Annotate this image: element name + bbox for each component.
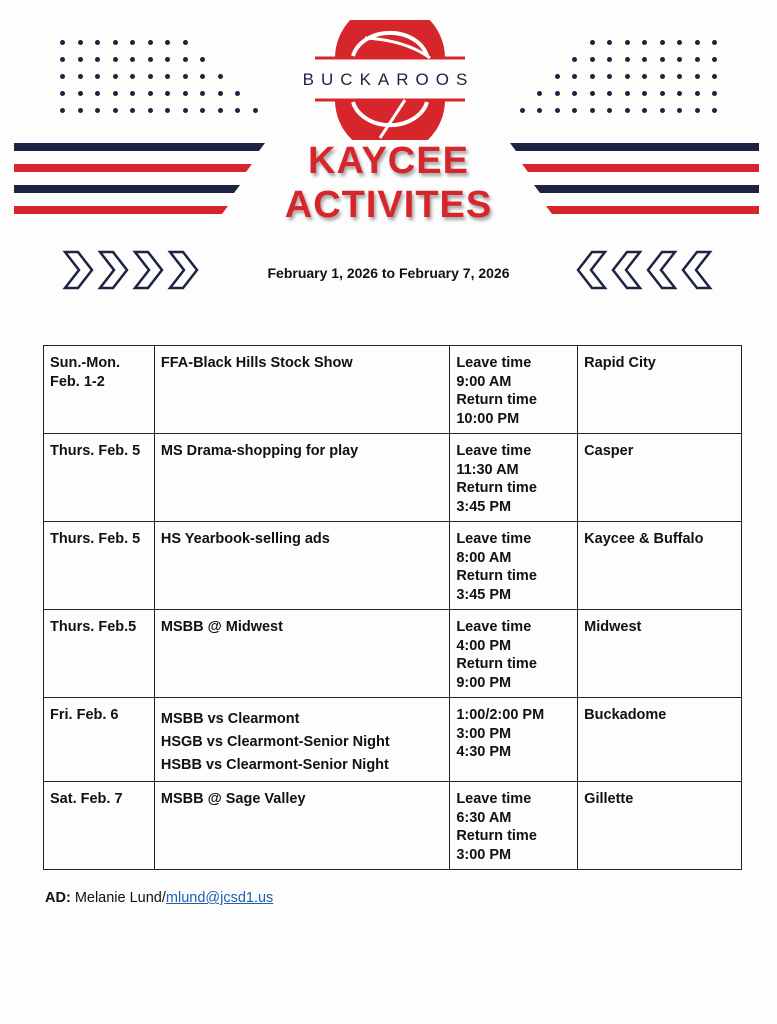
dot — [218, 108, 223, 113]
time-text: Return time — [456, 656, 537, 672]
date-text: Thurs. Feb. 5 — [50, 531, 141, 547]
dot — [130, 91, 135, 96]
time-text: Leave time — [456, 531, 532, 547]
dot — [537, 91, 542, 96]
event-text: HSGB vs Clearmont-Senior Night — [160, 734, 390, 750]
event-text: MSBB @ Midwest — [160, 619, 283, 635]
date-cell — [44, 522, 155, 610]
dot — [660, 40, 665, 45]
dot — [555, 91, 560, 96]
time-text: 1:00/2:00 PM — [456, 707, 545, 723]
dot — [60, 91, 65, 96]
dot — [625, 40, 630, 45]
event-cell — [154, 346, 449, 434]
time-cell — [450, 610, 578, 698]
dot — [642, 91, 647, 96]
dot — [218, 91, 223, 96]
event-cell — [154, 610, 449, 698]
dot — [572, 91, 577, 96]
time-text: 11:30 AM — [456, 461, 519, 478]
dot — [590, 91, 595, 96]
dot — [677, 57, 682, 62]
dot — [183, 40, 188, 45]
dot — [660, 108, 665, 113]
time-text: 10:00 PM — [456, 410, 520, 427]
dot — [660, 91, 665, 96]
event-cell — [154, 434, 449, 522]
time-cell — [450, 522, 578, 610]
dot — [625, 57, 630, 62]
title-line-2: ACTIVITES — [284, 184, 493, 226]
dot — [712, 40, 717, 45]
location-cell — [578, 610, 742, 698]
dot — [677, 40, 682, 45]
event-cell — [154, 698, 449, 782]
event-text: HS Yearbook-selling ads — [160, 531, 330, 547]
dot — [642, 57, 647, 62]
title-line-1: KAYCEE — [308, 140, 469, 182]
time-text: 6:30 AM — [456, 809, 512, 826]
dot — [607, 40, 612, 45]
time-text: 3:00 PM — [456, 846, 512, 863]
dot — [607, 108, 612, 113]
dot — [660, 57, 665, 62]
dot — [95, 108, 100, 113]
table-row — [44, 610, 742, 698]
event-text: MSBB @ Sage Valley — [160, 791, 306, 807]
date-cell — [44, 698, 155, 782]
event-cell — [154, 522, 449, 610]
event-text: MS Drama-shopping for play — [160, 443, 359, 459]
dot — [677, 108, 682, 113]
dot — [590, 108, 595, 113]
date-text: Thurs. Feb. 5 — [50, 443, 141, 459]
location-cell — [578, 698, 742, 782]
time-cell — [450, 434, 578, 522]
dot — [695, 40, 700, 45]
time-text: Return time — [456, 480, 537, 496]
time-text: Leave time — [456, 443, 532, 459]
dot — [60, 108, 65, 113]
dot — [253, 108, 258, 113]
dot — [148, 57, 153, 62]
date-text: Sat. Feb. 7 — [50, 791, 123, 807]
location-text: Casper — [584, 443, 634, 459]
location-text: Gillette — [584, 791, 634, 807]
time-text: Return time — [456, 568, 537, 584]
dot — [60, 40, 65, 45]
dot — [60, 57, 65, 62]
dot — [183, 57, 188, 62]
location-text: Kaycee & Buffalo — [584, 531, 704, 547]
ad-label: AD: — [45, 890, 71, 906]
dot — [113, 40, 118, 45]
dot — [642, 108, 647, 113]
date-cell — [44, 610, 155, 698]
time-text: Return time — [456, 392, 537, 408]
date-cell — [44, 782, 155, 870]
dot — [695, 108, 700, 113]
time-text: 9:00 PM — [456, 674, 512, 691]
time-cell — [450, 782, 578, 870]
location-cell — [578, 782, 742, 870]
ad-email-link[interactable]: mlund@jcsd1.us — [165, 890, 274, 906]
dot — [183, 108, 188, 113]
location-text: Buckadome — [584, 707, 667, 723]
table-row — [44, 698, 742, 782]
dot — [165, 40, 170, 45]
time-text: 3:00 PM — [456, 725, 512, 742]
table-row — [44, 782, 742, 870]
dot — [165, 91, 170, 96]
location-text: Rapid City — [584, 355, 656, 371]
dot — [113, 57, 118, 62]
dot — [695, 57, 700, 62]
dot — [712, 91, 717, 96]
dot — [607, 91, 612, 96]
dot — [165, 108, 170, 113]
location-cell — [578, 346, 742, 434]
dot — [78, 108, 83, 113]
dot — [200, 91, 205, 96]
dot — [572, 108, 577, 113]
date-text: Thurs. Feb.5 — [50, 619, 137, 635]
date-cell — [44, 434, 155, 522]
dot — [625, 91, 630, 96]
time-text: 3:45 PM — [456, 586, 512, 603]
event-cell — [154, 782, 449, 870]
table-row — [44, 522, 742, 610]
dot — [165, 57, 170, 62]
athletic-director-contact — [45, 890, 273, 906]
date-range: February 1, 2026 to February 7, 2026 — [267, 265, 510, 281]
location-text: Midwest — [584, 619, 642, 635]
dot — [148, 108, 153, 113]
time-text: Return time — [456, 828, 537, 844]
table-row — [44, 346, 742, 434]
time-text: Leave time — [456, 355, 532, 371]
ad-name: Melanie Lund/ — [74, 890, 166, 906]
dot — [95, 40, 100, 45]
dot — [95, 57, 100, 62]
time-cell — [450, 698, 578, 782]
dot — [183, 91, 188, 96]
event-text: MSBB vs Clearmont — [160, 711, 300, 727]
event-text: HSBB vs Clearmont-Senior Night — [160, 757, 389, 773]
dot — [642, 40, 647, 45]
dot — [200, 108, 205, 113]
location-cell — [578, 522, 742, 610]
time-text: 3:45 PM — [456, 498, 512, 515]
dot — [537, 108, 542, 113]
dot — [130, 108, 135, 113]
location-cell — [578, 434, 742, 522]
dot — [148, 91, 153, 96]
time-text: 8:00 AM — [456, 549, 512, 566]
dot — [148, 40, 153, 45]
dot — [130, 57, 135, 62]
dot — [677, 91, 682, 96]
dot — [200, 57, 205, 62]
brand-name: BUCKAROOS — [302, 70, 475, 89]
dot — [78, 91, 83, 96]
dot — [607, 57, 612, 62]
time-text: Leave time — [456, 619, 532, 635]
dot — [520, 108, 525, 113]
dot — [590, 40, 595, 45]
dot — [555, 108, 560, 113]
date-text: Fri. Feb. 6 — [50, 707, 119, 723]
dot — [235, 91, 240, 96]
dot — [113, 108, 118, 113]
dot — [712, 57, 717, 62]
event-text: FFA-Black Hills Stock Show — [160, 355, 353, 371]
dot — [625, 108, 630, 113]
dot — [695, 91, 700, 96]
dot — [95, 91, 100, 96]
dot — [113, 91, 118, 96]
time-text: 4:30 PM — [456, 744, 512, 760]
date-text: Sun.-Mon. Feb. 1-2 — [50, 355, 121, 390]
dot — [78, 57, 83, 62]
time-cell — [450, 346, 578, 434]
dot — [590, 57, 595, 62]
dot — [78, 40, 83, 45]
dot — [572, 57, 577, 62]
time-text: 4:00 PM — [456, 637, 512, 654]
dot — [130, 40, 135, 45]
table-row — [44, 434, 742, 522]
dot — [235, 108, 240, 113]
time-text: 9:00 AM — [456, 373, 512, 390]
time-text: Leave time — [456, 791, 532, 807]
date-cell — [44, 346, 155, 434]
dot — [712, 108, 717, 113]
schedule-table — [43, 345, 742, 870]
